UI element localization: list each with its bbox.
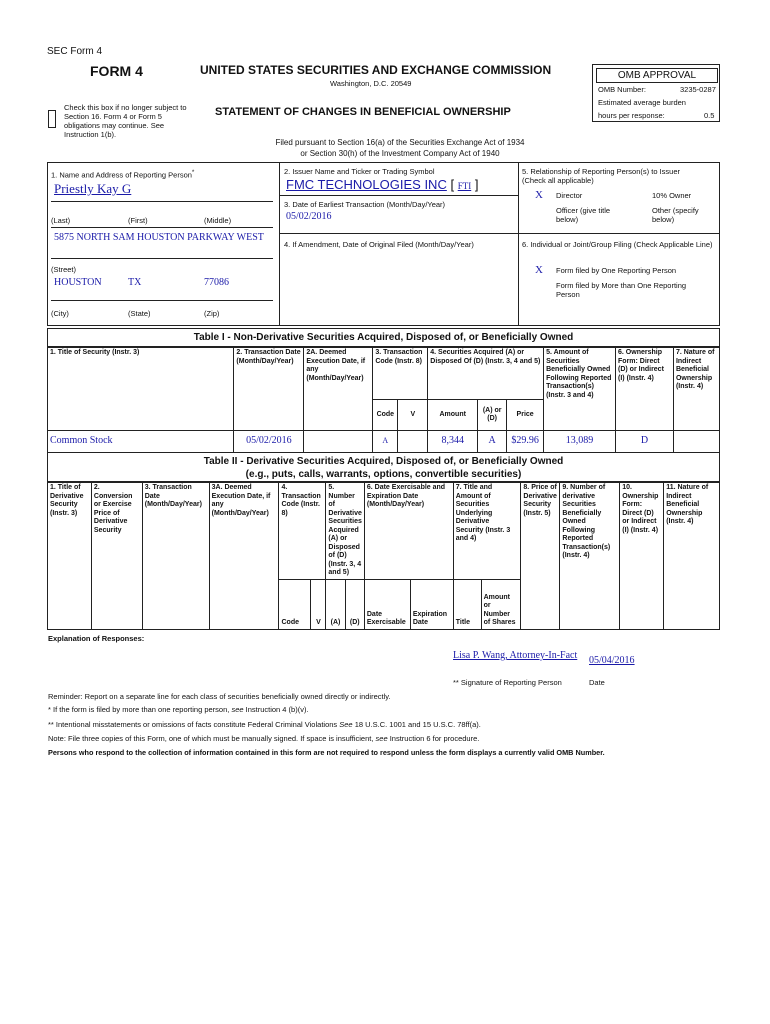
t1-h5: 5. Amount of Securities Beneficially Owned Following Reported Transaction(s) (Instr. 3 and 4): [544, 348, 616, 431]
no-longer-subject-checkbox[interactable]: [48, 110, 56, 128]
t2-h7: 7. Title and Amount of Securities Underlying Derivative Security (Instr. 3 and 4): [453, 483, 521, 580]
ticker-symbol[interactable]: FTI: [457, 181, 472, 191]
omb-number-value: 3235-0287: [680, 85, 716, 94]
table-row: [48, 431, 720, 453]
t2-h8: 8. Price of Derivative Security (Instr. 5): [521, 483, 560, 630]
reminder-text: Reminder: Report on a separate line for each class of securities beneficially owned directly or indirectly.: [48, 692, 391, 701]
street-value: 5875 NORTH SAM HOUSTON PARKWAY WEST: [54, 232, 264, 243]
table2-title-box: [47, 452, 720, 482]
t1-sub-code: Code: [373, 400, 398, 431]
table2: [47, 482, 720, 630]
sec3-label: 3. Date of Earliest Transaction (Month/Day/Year): [284, 200, 446, 209]
t2-sub-date-ex: Date Exercisable: [364, 579, 410, 629]
t1-row-nature: [673, 431, 719, 453]
t2-h6: 6. Date Exercisable and Expiration Date (Month/Day/Year): [364, 483, 453, 580]
t1-row-code: A: [373, 431, 398, 453]
signature-date: 05/04/2016: [589, 655, 635, 666]
t1-sub-v: V: [398, 400, 428, 431]
sec1-label: 1. Name and Address of Reporting Person*: [51, 169, 195, 180]
t1-sub-amount: Amount: [428, 400, 478, 431]
first-label: (First): [128, 216, 148, 225]
t2-h11: 11. Nature of Indirect Beneficial Ownership (Instr. 4): [664, 483, 720, 630]
t2-h10: 10. Ownership Form: Direct (D) or Indirect (I) (Instr. 4): [620, 483, 664, 630]
t2-sub-code: Code: [279, 579, 311, 629]
sec2-label: 2. Issuer Name and Ticker or Trading Symbol: [284, 167, 435, 176]
t1-row-date: 05/02/2016: [234, 431, 304, 453]
t1-row-form: D: [616, 431, 674, 453]
t1-row-amount: 8,344: [428, 431, 478, 453]
filed-line-1: Filed pursuant to Section 16(a) of the Securities Exchange Act of 1934: [275, 138, 525, 147]
omb-hours-label: hours per response:: [598, 111, 665, 120]
city-label: (City): [51, 309, 69, 318]
t1-row-title: Common Stock: [48, 431, 234, 453]
t1-h6: 6. Ownership Form: Direct (D) or Indirect (I) (Instr. 4): [616, 348, 674, 431]
table1: [47, 347, 720, 453]
t1-sub-aord: (A) or (D): [478, 400, 507, 431]
more-persons-label: Form filed by More than One Reporting Person: [556, 281, 687, 299]
state-label: (State): [128, 309, 151, 318]
date-label: Date: [589, 678, 605, 687]
agency-location: Washington, D.C. 20549: [330, 79, 412, 88]
table1-title-box: [47, 328, 720, 347]
form-title: FORM 4: [90, 63, 143, 79]
t2-h2: 2. Conversion or Exercise Price of Derivative Security: [91, 483, 142, 630]
note-misstatements: ** Intentional misstatements or omissions of facts constitute Federal Criminal Violations See 18 U.S.C. 1001 and 15 U.S.C. 78ff(a).: [48, 720, 481, 729]
persons-respond: Persons who respond to the collection of information contained in this form are not required to respond unless the form displays a currently valid OMB Number.: [48, 748, 605, 757]
table1-title: Table I - Non-Derivative Securities Acquired, Disposed of, or Beneficially Owned: [193, 332, 574, 343]
one-person-label: Form filed by One Reporting Person: [556, 266, 677, 275]
middle-label: (Middle): [204, 216, 232, 225]
statement-title: STATEMENT OF CHANGES IN BENEFICIAL OWNERSHIP: [215, 106, 511, 118]
t2-h9: 9. Number of derivative Securities Beneficially Owned Following Reported Transaction(s) (Instr. 4): [560, 483, 620, 630]
t1-row-deemed: [304, 431, 373, 453]
sec-form-label: SEC Form 4: [47, 46, 103, 57]
t2-sub-a: (A): [326, 579, 345, 629]
sec4-label: 4. If Amendment, Date of Original Filed (Month/Day/Year): [284, 240, 474, 249]
signature-label: ** Signature of Reporting Person: [453, 678, 562, 687]
ten-percent-label: 10% Owner: [652, 191, 692, 200]
omb-hours-value: 0.5: [704, 111, 715, 120]
table2-title-1: Table II - Derivative Securities Acquired, Disposed of, or Beneficially Owned: [203, 456, 564, 467]
one-person-check[interactable]: X: [535, 264, 543, 276]
note-multiple-persons: * If the form is filed by more than one reporting person, see Instruction 4 (b)(v).: [48, 705, 309, 714]
officer-label: Officer (give title below): [556, 206, 611, 224]
reporting-person-name[interactable]: Priestly Kay G: [54, 181, 132, 196]
last-label: (Last): [51, 216, 71, 225]
t1-row-v: [398, 431, 428, 453]
omb-number-label: OMB Number:: [598, 85, 646, 94]
omb-approval-box: [592, 64, 720, 122]
t1-h3: 3. Transaction Code (Instr. 8): [373, 348, 428, 400]
t1-sub-price: Price: [507, 400, 544, 431]
zip-label: (Zip): [204, 309, 220, 318]
street-label: (Street): [51, 265, 77, 274]
director-label: Director: [556, 191, 583, 200]
issuer-name[interactable]: FMC TECHNOLOGIES INC: [286, 177, 447, 192]
checkbox-text: Check this box if no longer subject to Section 16. Form 4 or Form 5 obligations may continue. See Instruction 1(b).: [64, 103, 187, 139]
t2-sub-title: Title: [453, 579, 481, 629]
explanation-label: Explanation of Responses:: [48, 634, 145, 643]
state-value: TX: [128, 277, 142, 288]
filed-pursuant: [200, 137, 600, 159]
t1-h4: 4. Securities Acquired (A) or Disposed Of (D) (Instr. 3, 4 and 5): [428, 348, 544, 400]
other-label: Other (specify below): [652, 206, 699, 224]
t2-h1: 1. Title of Derivative Security (Instr. 3): [48, 483, 92, 630]
filed-line-2: or Section 30(h) of the Investment Company Act of 1940: [300, 149, 500, 158]
t2-sub-d: (D): [345, 579, 364, 629]
t2-h3: 3. Transaction Date (Month/Day/Year): [142, 483, 209, 630]
table2-title-2: (e.g., puts, calls, warrants, options, convertible securities): [245, 469, 522, 480]
omb-burden-label: Estimated average burden: [598, 98, 686, 107]
issuer-ticker: FMC TECHNOLOGIES INC [ FTI ]: [286, 177, 479, 192]
earliest-transaction-date: 05/02/2016: [286, 211, 332, 222]
t2-h3a: 3A. Deemed Execution Date, if any (Month/Day/Year): [209, 483, 279, 630]
note-file-copies: Note: File three copies of this Form, one of which must be manually signed. If space is insufficient, see Instruction 6 for procedure.: [48, 734, 480, 743]
sec5-label-1: 5. Relationship of Reporting Person(s) to Issuer: [522, 167, 680, 176]
t1-row-owned: 13,089: [544, 431, 616, 453]
agency-title: UNITED STATES SECURITIES AND EXCHANGE COMMISSION: [200, 63, 552, 77]
city-value: HOUSTON: [54, 277, 102, 288]
t2-sub-amount: Amount or Number of Shares: [481, 579, 521, 629]
t2-h5: 5. Number of Derivative Securities Acquired (A) or Disposed of (D) (Instr. 3, 4 and 5): [326, 483, 364, 580]
director-check[interactable]: X: [535, 189, 543, 201]
zip-value: 77086: [204, 277, 229, 288]
t2-h4: 4. Transaction Code (Instr. 8): [279, 483, 326, 580]
omb-approval-title: OMB APPROVAL: [596, 68, 718, 83]
sec6-label: 6. Individual or Joint/Group Filing (Check Applicable Line): [522, 240, 713, 249]
t1-h2: 2. Transaction Date (Month/Day/Year): [234, 348, 304, 431]
t2-sub-v: V: [311, 579, 326, 629]
t1-row-aord: A: [478, 431, 507, 453]
t1-row-price: $29.96: [507, 431, 544, 453]
signature-name[interactable]: Lisa P. Wang, Attorney-In-Fact: [453, 650, 578, 661]
t1-h2a: 2A. Deemed Execution Date, if any (Month/Day/Year): [304, 348, 373, 431]
sec5-label-2: (Check all applicable): [522, 176, 594, 185]
t1-h7: 7. Nature of Indirect Beneficial Ownership (Instr. 4): [673, 348, 719, 431]
t2-sub-exp: Expiration Date: [410, 579, 453, 629]
t1-h1: 1. Title of Security (Instr. 3): [48, 348, 234, 431]
